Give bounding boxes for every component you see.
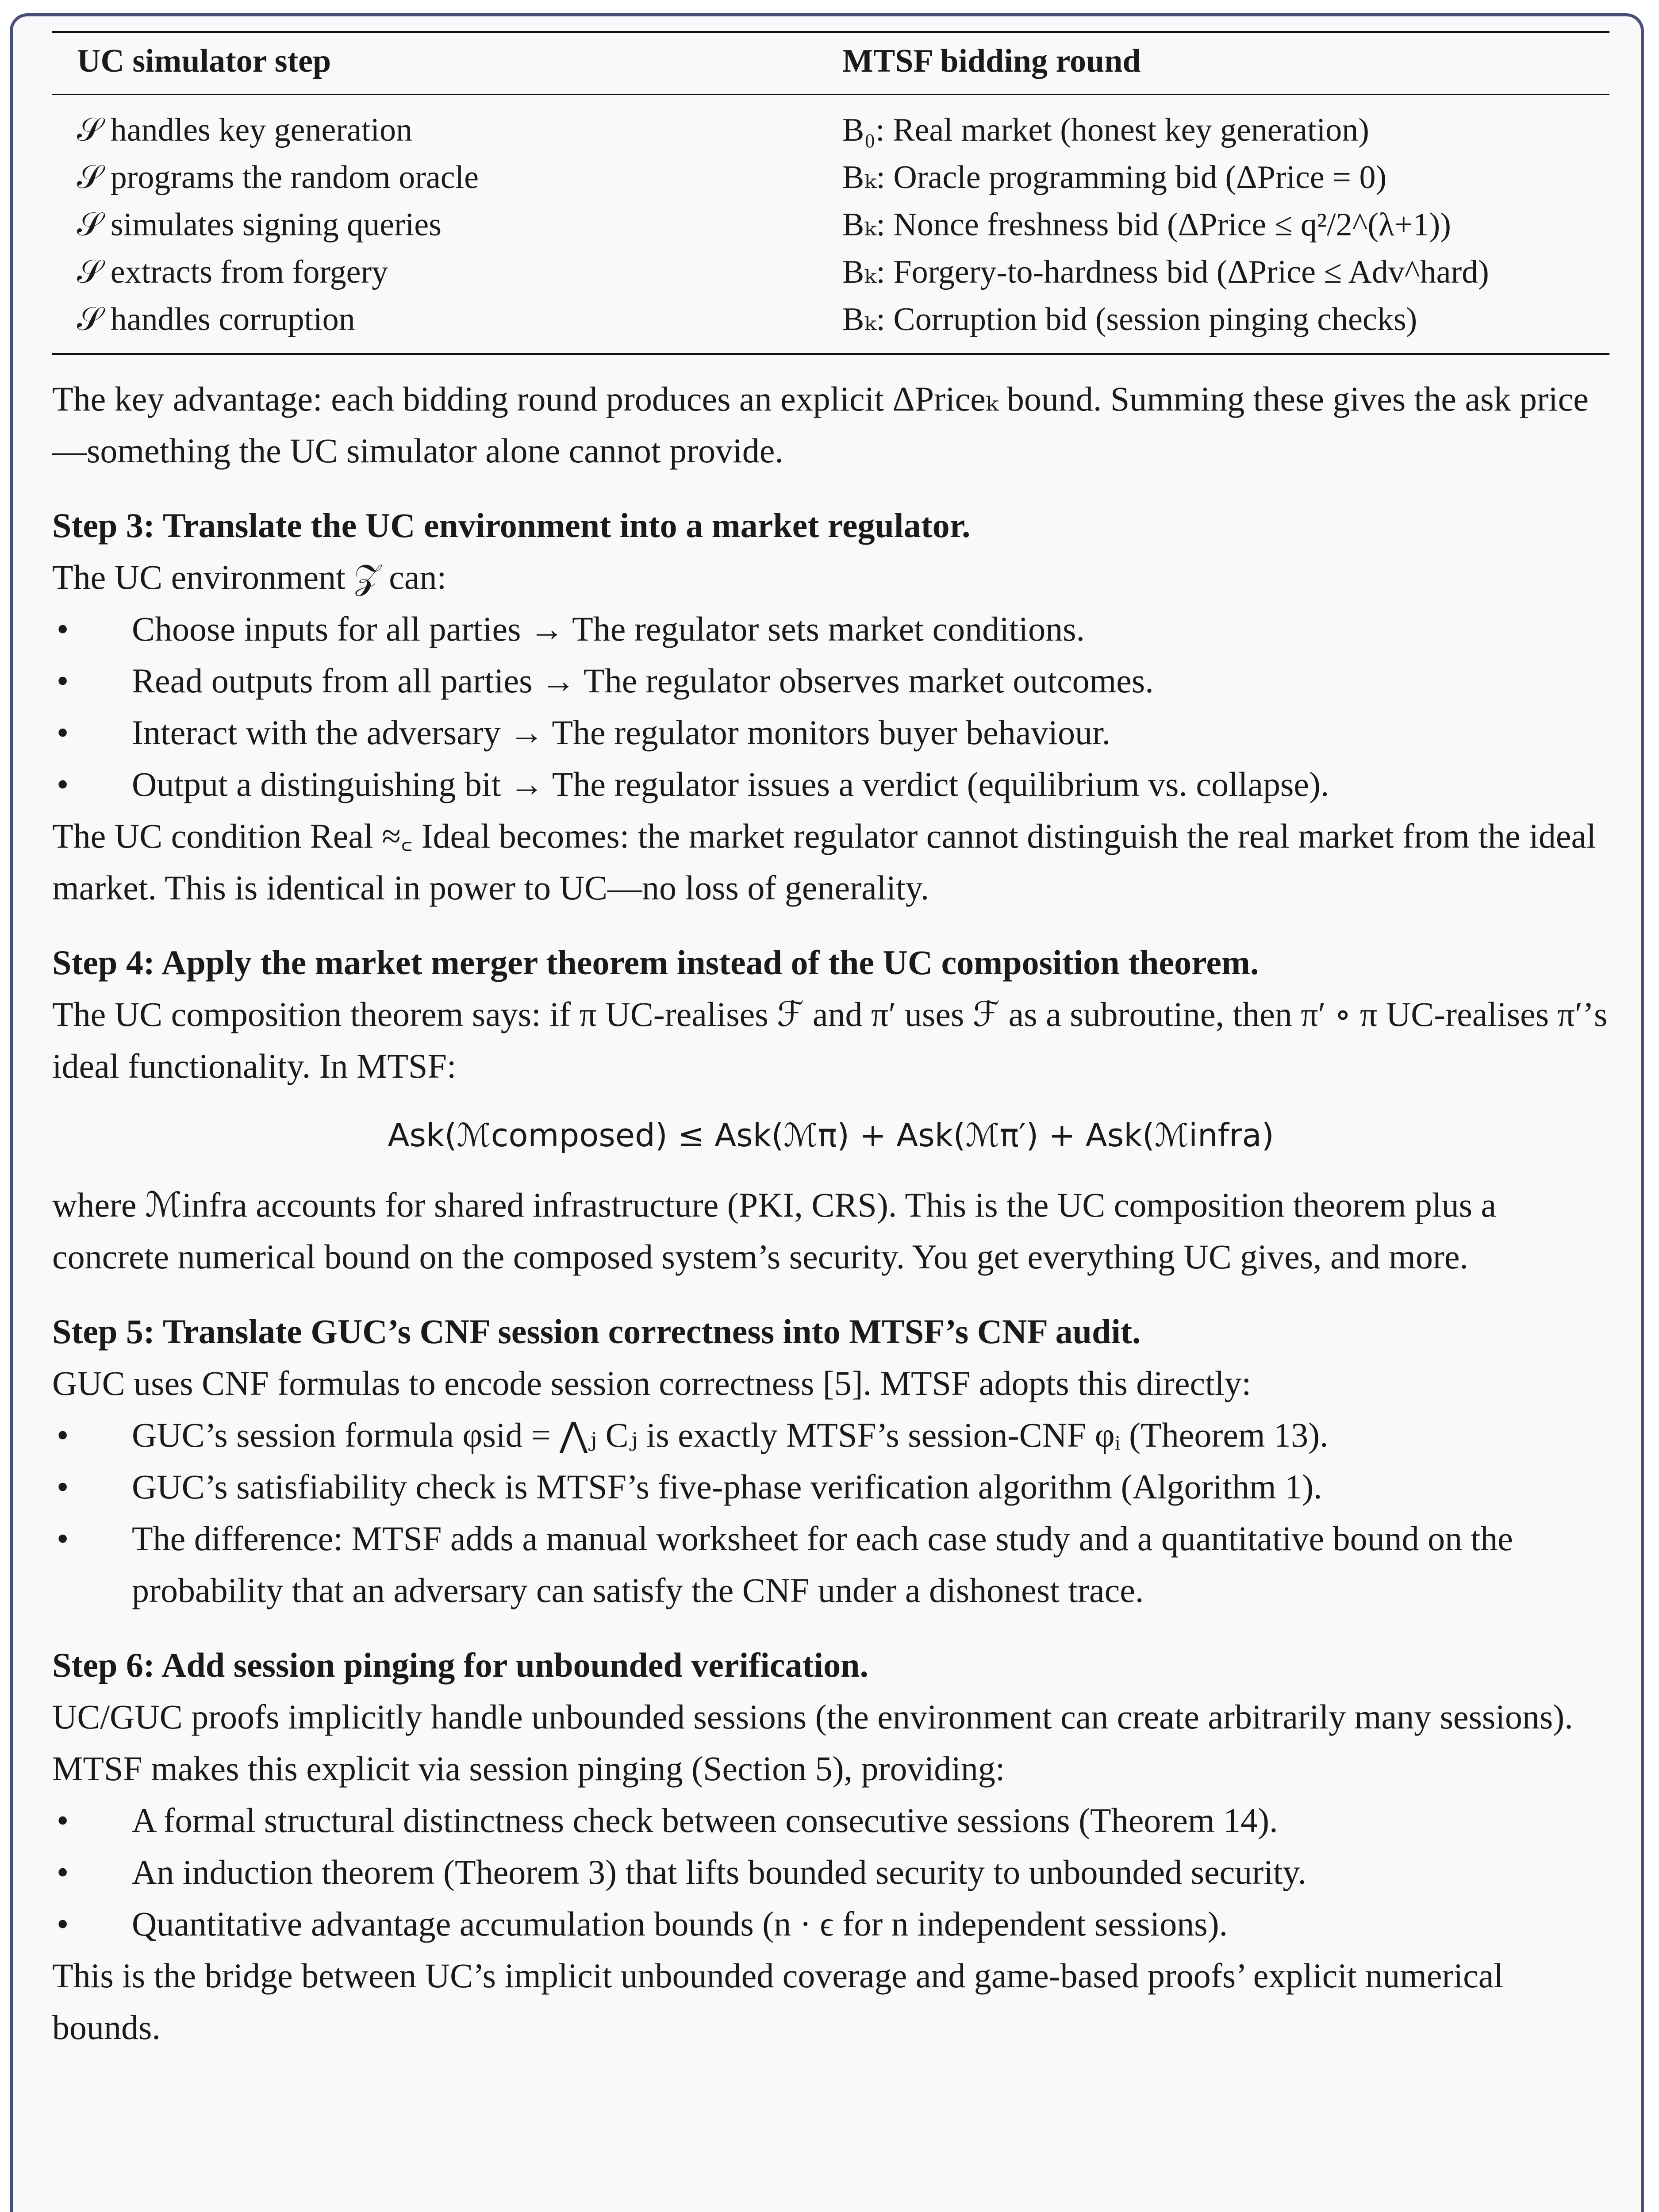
document-body bbox=[52, 31, 1609, 2053]
table-header-cell: UC simulator step bbox=[77, 43, 331, 79]
step4-closing: where ℳinfra accounts for shared infrastructure (PKI, CRS). This is the UC composition theorem plus a concrete numerical bound on the composed system’s security. You get everything UC gives, and more. bbox=[52, 1186, 1497, 1276]
list-item: • The difference: MTSF adds a manual worksheet for each case study and a quantitative bound on the probability that an adversary can satisfy the CNF under a dishonest trace. bbox=[52, 1513, 1609, 1616]
step6-intro: UC/GUC proofs implicitly handle unbounded sessions (the environment can create arbitrarily many sessions). MTSF makes this explicit via session pinging (Section 5), providing: bbox=[52, 1697, 1573, 1788]
list-item: • Quantitative advantage accumulation bounds (n · ϵ for n independent sessions). bbox=[52, 1898, 1609, 1950]
list-item: • Interact with the adversary → The regulator monitors buyer behaviour. bbox=[52, 707, 1609, 758]
table-cell: B₀: Real market (honest key generation) bbox=[842, 112, 1369, 148]
step6-title: Step 6: Add session pinging for unbounded verification. bbox=[52, 1646, 868, 1684]
step5-bullet-list bbox=[52, 1409, 1609, 1616]
step6-bullet-list bbox=[52, 1794, 1609, 1950]
list-item: • GUC’s session formula φsid = ⋀ⱼ Cⱼ is exactly MTSF’s session-CNF φᵢ (Theorem 13). bbox=[52, 1409, 1609, 1461]
step5-intro: GUC uses CNF formulas to encode session correctness [5]. MTSF adopts this directly: bbox=[52, 1364, 1252, 1402]
merger-equation: Ask(ℳcomposed) ≤ Ask(ℳπ) + Ask(ℳπ′) + Ask(ℳinfra) bbox=[388, 1117, 1274, 1154]
table-cell: Bₖ: Corruption bid (session pinging checks) bbox=[842, 301, 1417, 338]
list-item: • GUC’s satisfiability check is MTSF’s five-phase verification algorithm (Algorithm 1). bbox=[52, 1461, 1609, 1513]
table-row bbox=[52, 249, 1609, 296]
list-item: • Choose inputs for all parties → The regulator sets market conditions. bbox=[52, 603, 1609, 655]
table-header-row bbox=[52, 33, 1609, 94]
table-cell: Bₖ: Oracle programming bid (ΔPrice = 0) bbox=[842, 159, 1387, 196]
table-cell: 𝒮 extracts from forgery bbox=[77, 254, 388, 290]
table-header-cell: MTSF bidding round bbox=[842, 43, 1141, 79]
advantage-paragraph: The key advantage: each bidding round produces an explicit ΔPriceₖ bound. Summing these gives the ask price—something the UC simulator alone cannot provide. bbox=[52, 380, 1589, 470]
table-cell: Bₖ: Forgery-to-hardness bid (ΔPrice ≤ Adv^hard) bbox=[842, 254, 1489, 290]
table-row bbox=[52, 95, 1609, 154]
step4-title: Step 4: Apply the market merger theorem instead of the UC composition theorem. bbox=[52, 943, 1259, 982]
table-cell: Bₖ: Nonce freshness bid (ΔPrice ≤ q²/2^(λ+1)) bbox=[842, 207, 1451, 243]
list-item: • Output a distinguishing bit → The regulator issues a verdict (equilibrium vs. collapse). bbox=[52, 758, 1609, 810]
list-item: • Read outputs from all parties → The regulator observes market outcomes. bbox=[52, 655, 1609, 707]
step5-title: Step 5: Translate GUC’s CNF session correctness into MTSF’s CNF audit. bbox=[52, 1312, 1141, 1351]
table-row bbox=[52, 296, 1609, 353]
step3-title: Step 3: Translate the UC environment into a market regulator. bbox=[52, 506, 971, 545]
step3-intro: The UC environment 𝒵 can: bbox=[52, 558, 447, 596]
step3-bullet-list bbox=[52, 603, 1609, 810]
table-row bbox=[52, 154, 1609, 201]
list-item: • A formal structural distinctness check between consecutive sessions (Theorem 14). bbox=[52, 1794, 1609, 1846]
table-cell: 𝒮 handles key generation bbox=[77, 112, 412, 148]
list-item: • An induction theorem (Theorem 3) that lifts bounded security to unbounded security. bbox=[52, 1846, 1609, 1898]
step4-intro: The UC composition theorem says: if π UC-realises ℱ and π′ uses ℱ as a subroutine, then π′ ∘ π UC-realises π′’s ideal functionality. In MTSF: bbox=[52, 995, 1608, 1085]
table-row bbox=[52, 201, 1609, 249]
table-cell: 𝒮 programs the random oracle bbox=[77, 159, 479, 196]
step3-closing: The UC condition Real ≈꜀ Ideal becomes: the market regulator cannot distinguish the real market from the ideal market. This is identical in power to UC—no loss of generality. bbox=[52, 817, 1596, 907]
table-cell: 𝒮 handles corruption bbox=[77, 301, 355, 338]
mapping-table bbox=[52, 33, 1609, 353]
table-cell: 𝒮 simulates signing queries bbox=[77, 207, 442, 243]
step6-closing: This is the bridge between UC’s implicit unbounded coverage and game-based proofs’ explicit numerical bounds. bbox=[52, 1956, 1504, 2047]
